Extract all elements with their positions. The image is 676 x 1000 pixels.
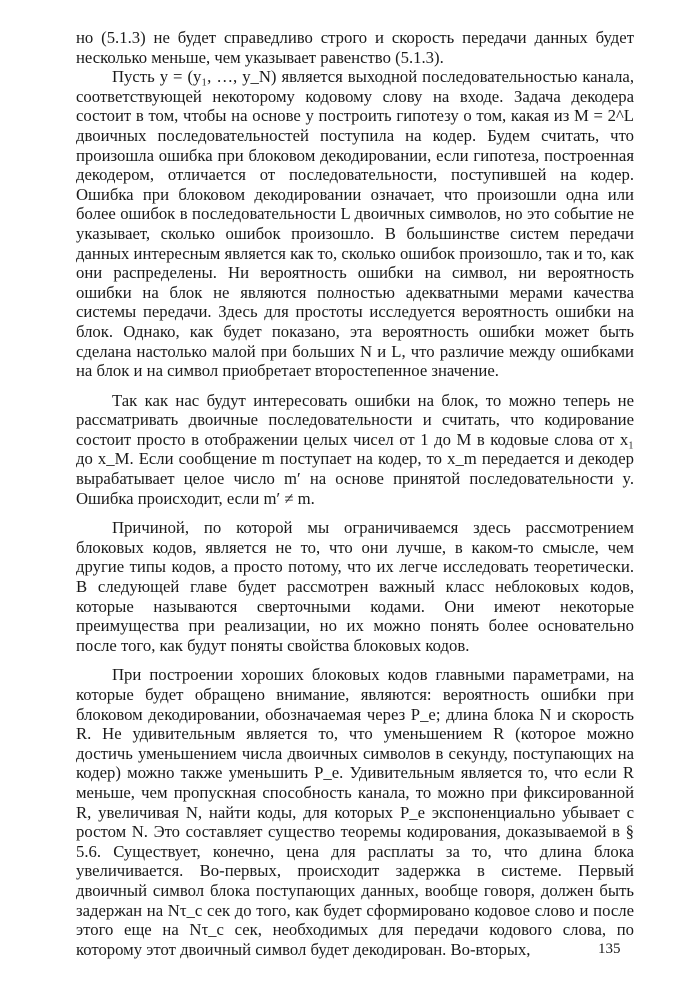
paragraph-4: [76, 518, 634, 655]
paragraph-3: [76, 391, 634, 509]
paragraph-3-text: Так как нас будут интересовать ошибки на блок, то можно теперь не рассматривать двоичные последовательности и считать, что кодирование состоит просто в отображении целых чисел от 1 до M в кодовые слова от x₁ до x_M. Если сообщение m поступает на кодер, то x_m передается и декодер вырабатывает целое число m′ на основе принятой последовательности y. Ошибка происходит, если m′ ≠ m.: [76, 390, 634, 508]
page-body: [76, 28, 634, 959]
paragraph-2-text: Пусть y = (y₁, …, y_N) является выходной последовательностью канала, соответствующей некоторому кодовому слову на входе. Задача декодера состоит в том, чтобы на основе y построить гипотезу о том, какая из M = 2^L двоичных последовательностей поступила на кодер. Будем считать, что произошла ошибка при блоковом декодировании, если гипотеза, построенная декодером, отличается от последовательности, поступившей на кодер. Ошибка при блоковом декодировании означает, что произошли одна или более ошибок в последовательности L двоичных символов, но это событие не указывает, сколько ошибок произошло. В большинстве систем передачи данных интересным является как то, сколько ошибок произошло, так и то, как они распределены. Ни вероятность ошибки на символ, ни вероятность ошибки на блок не являются полностью адекватными мерами качества системы передачи. Здесь для простоты исследуется вероятность ошибки на блок. Однако, как будет показано, эта вероятность ошибки может быть сделана настолько малой при больших N и L, что различие между ошибками на блок и на символ приобретает второстепенное значение.: [76, 67, 634, 381]
paragraph-4-text: Причиной, по которой мы ограничиваемся здесь рассмотрением блоковых кодов, является не то, что они лучше, в каком-то смысле, чем другие типы кодов, а просто потому, что их легче исследовать теоретически. В следующей главе будет рассмотрен важный класс неблоковых кодов, которые называются сверточными кодами. Они имеют некоторые преимущества при реализации, но их можно понять более основательно после того, как будут поняты свойства блоковых кодов.: [76, 518, 634, 655]
page-number: 135: [598, 941, 621, 957]
paragraph-1: [76, 28, 634, 67]
paragraph-1-text: но (5.1.3) не будет справедливо строго и скорость передачи данных будет несколько меньше, чем указывает равенство (5.1.3).: [76, 28, 634, 67]
paragraph-5-text: При построении хороших блоковых кодов главными параметрами, на которые будет обращено внимание, являются: вероятность ошибки при блоковом декодировании, обозначаемая через P_e; длина блока N и скорость R. Не удивительным является то, что уменьшением R (которое можно достичь уменьшением числа двоичных символов в секунду, поступающих на кодер) можно также уменьшить P_e. Удивительным является то, что если R меньше, чем пропускная способность канала, то можно при фиксированной R, увеличивая N, найти коды, для которых P_e экспоненциально убывает с ростом N. Это составляет существо теоремы кодирования, доказываемой в § 5.6. Существует, конечно, цена для расплаты за то, что длина блока увеличивается. Во-первых, происходит задержка в системе. Первый двоичный символ блока поступающих данных, вообще говоря, должен быть задержан на Nτ_c сек до того, как будет сформировано кодовое слово и после этого еще на Nτ_c сек, необходимых для передачи кодового слова, по которому этот двоичный символ будет декодирован. Во-вторых,: [76, 665, 634, 959]
paragraph-2: [76, 67, 634, 381]
paragraph-5: [76, 665, 634, 959]
